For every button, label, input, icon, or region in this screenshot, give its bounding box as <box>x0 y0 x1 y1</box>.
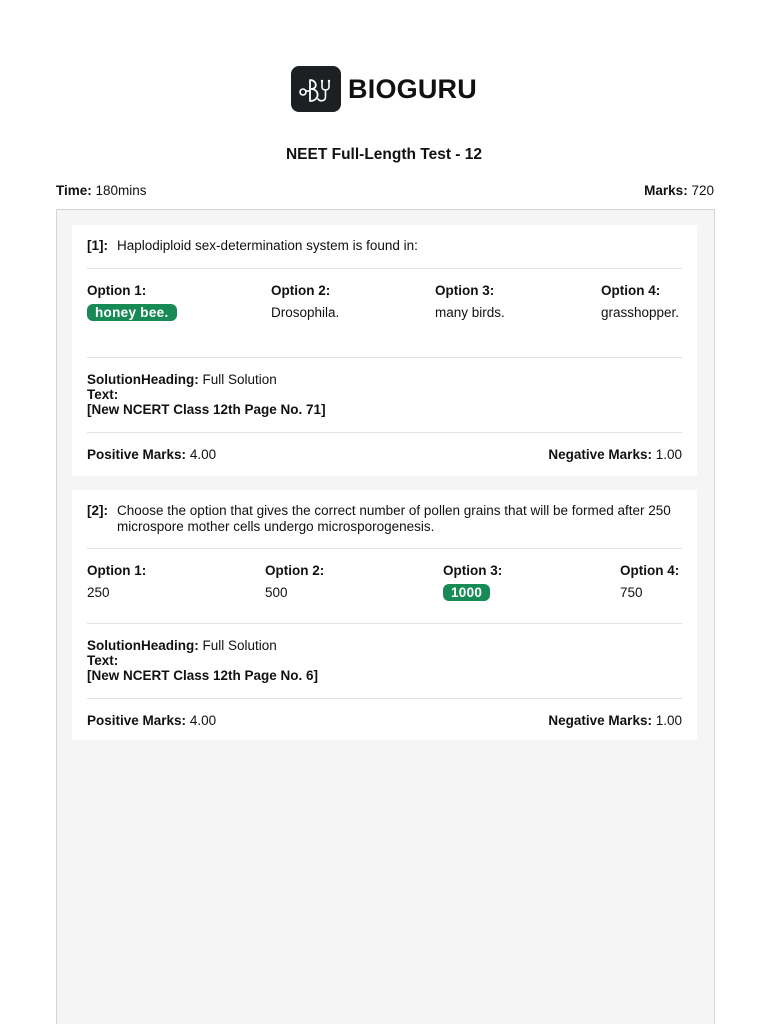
solution-heading <box>87 372 682 387</box>
option-value: Drosophila. <box>271 305 340 320</box>
negative-marks-value: 1.00 <box>655 447 682 462</box>
positive-marks <box>87 447 216 462</box>
solution-text-label: Text: <box>87 387 119 402</box>
option-value: many birds. <box>435 305 505 320</box>
positive-marks-value: 4.00 <box>189 713 217 728</box>
negative-marks-label: Negative Marks: <box>548 447 652 462</box>
bioguru-logo-icon <box>291 66 341 112</box>
question-card <box>72 225 697 476</box>
time-value: 180mins <box>95 183 147 198</box>
question-text: Haplodiploid sex-determination system is found in: <box>117 238 418 253</box>
positive-marks-label: Positive Marks: <box>87 713 187 728</box>
test-marks <box>644 183 714 198</box>
solution-reference: [New NCERT Class 12th Page No. 71] <box>87 402 326 417</box>
question-number: [1]: <box>87 238 108 253</box>
positive-marks <box>87 713 216 728</box>
option-label: Option 1: <box>87 563 147 578</box>
solution-block <box>87 624 682 698</box>
option-2 <box>265 563 324 600</box>
question-card <box>72 490 697 740</box>
negative-marks <box>548 713 682 728</box>
question-text: Choose the option that gives the correct number of pollen grains that will be formed after 250 microspore mother cells undergo microsporogenesis. <box>117 503 671 534</box>
option-value: 750 <box>620 585 643 600</box>
question-row <box>87 490 682 548</box>
option-label: Option 2: <box>265 563 325 578</box>
solution-heading-value: Full Solution <box>202 372 277 387</box>
option-label: Option 2: <box>271 283 331 298</box>
question-number: [2]: <box>87 503 108 518</box>
question-row <box>87 225 682 268</box>
option-4 <box>620 563 679 600</box>
solution-heading-value: Full Solution <box>202 638 277 653</box>
test-time <box>56 183 147 198</box>
negative-marks <box>548 447 682 462</box>
marks-label: Marks: <box>644 183 688 198</box>
solution-heading <box>87 638 682 653</box>
marks-row <box>87 433 682 462</box>
option-1 <box>87 563 146 600</box>
option-label: Option 3: <box>443 563 503 578</box>
solution-block <box>87 358 682 432</box>
options-row <box>87 269 682 357</box>
option-3 <box>435 283 505 320</box>
solution-heading-label: SolutionHeading: <box>87 638 199 653</box>
negative-marks-label: Negative Marks: <box>548 713 652 728</box>
negative-marks-value: 1.00 <box>655 713 682 728</box>
option-label: Option 4: <box>620 563 680 578</box>
option-1 <box>87 283 177 321</box>
option-value: 250 <box>87 585 110 600</box>
test-meta <box>56 183 714 198</box>
brand-header <box>0 66 768 112</box>
brand-name: BIOGURU <box>348 73 477 104</box>
correct-answer-badge: honey bee. <box>87 304 177 321</box>
time-label: Time: <box>56 183 92 198</box>
option-3 <box>443 563 502 601</box>
option-label: Option 1: <box>87 283 147 298</box>
positive-marks-value: 4.00 <box>189 447 217 462</box>
options-row <box>87 549 682 623</box>
option-value: grasshopper. <box>601 305 680 320</box>
marks-row <box>87 699 682 728</box>
option-label: Option 3: <box>435 283 495 298</box>
option-2 <box>271 283 339 320</box>
marks-value: 720 <box>691 183 714 198</box>
solution-text-label: Text: <box>87 653 119 668</box>
option-4 <box>601 283 679 320</box>
option-label: Option 4: <box>601 283 661 298</box>
solution-heading-label: SolutionHeading: <box>87 372 199 387</box>
positive-marks-label: Positive Marks: <box>87 447 187 462</box>
solution-reference: [New NCERT Class 12th Page No. 6] <box>87 668 319 683</box>
correct-answer-badge: 1000 <box>443 584 490 601</box>
option-value: 500 <box>265 585 288 600</box>
test-title: NEET Full-Length Test - 12 <box>285 146 483 163</box>
